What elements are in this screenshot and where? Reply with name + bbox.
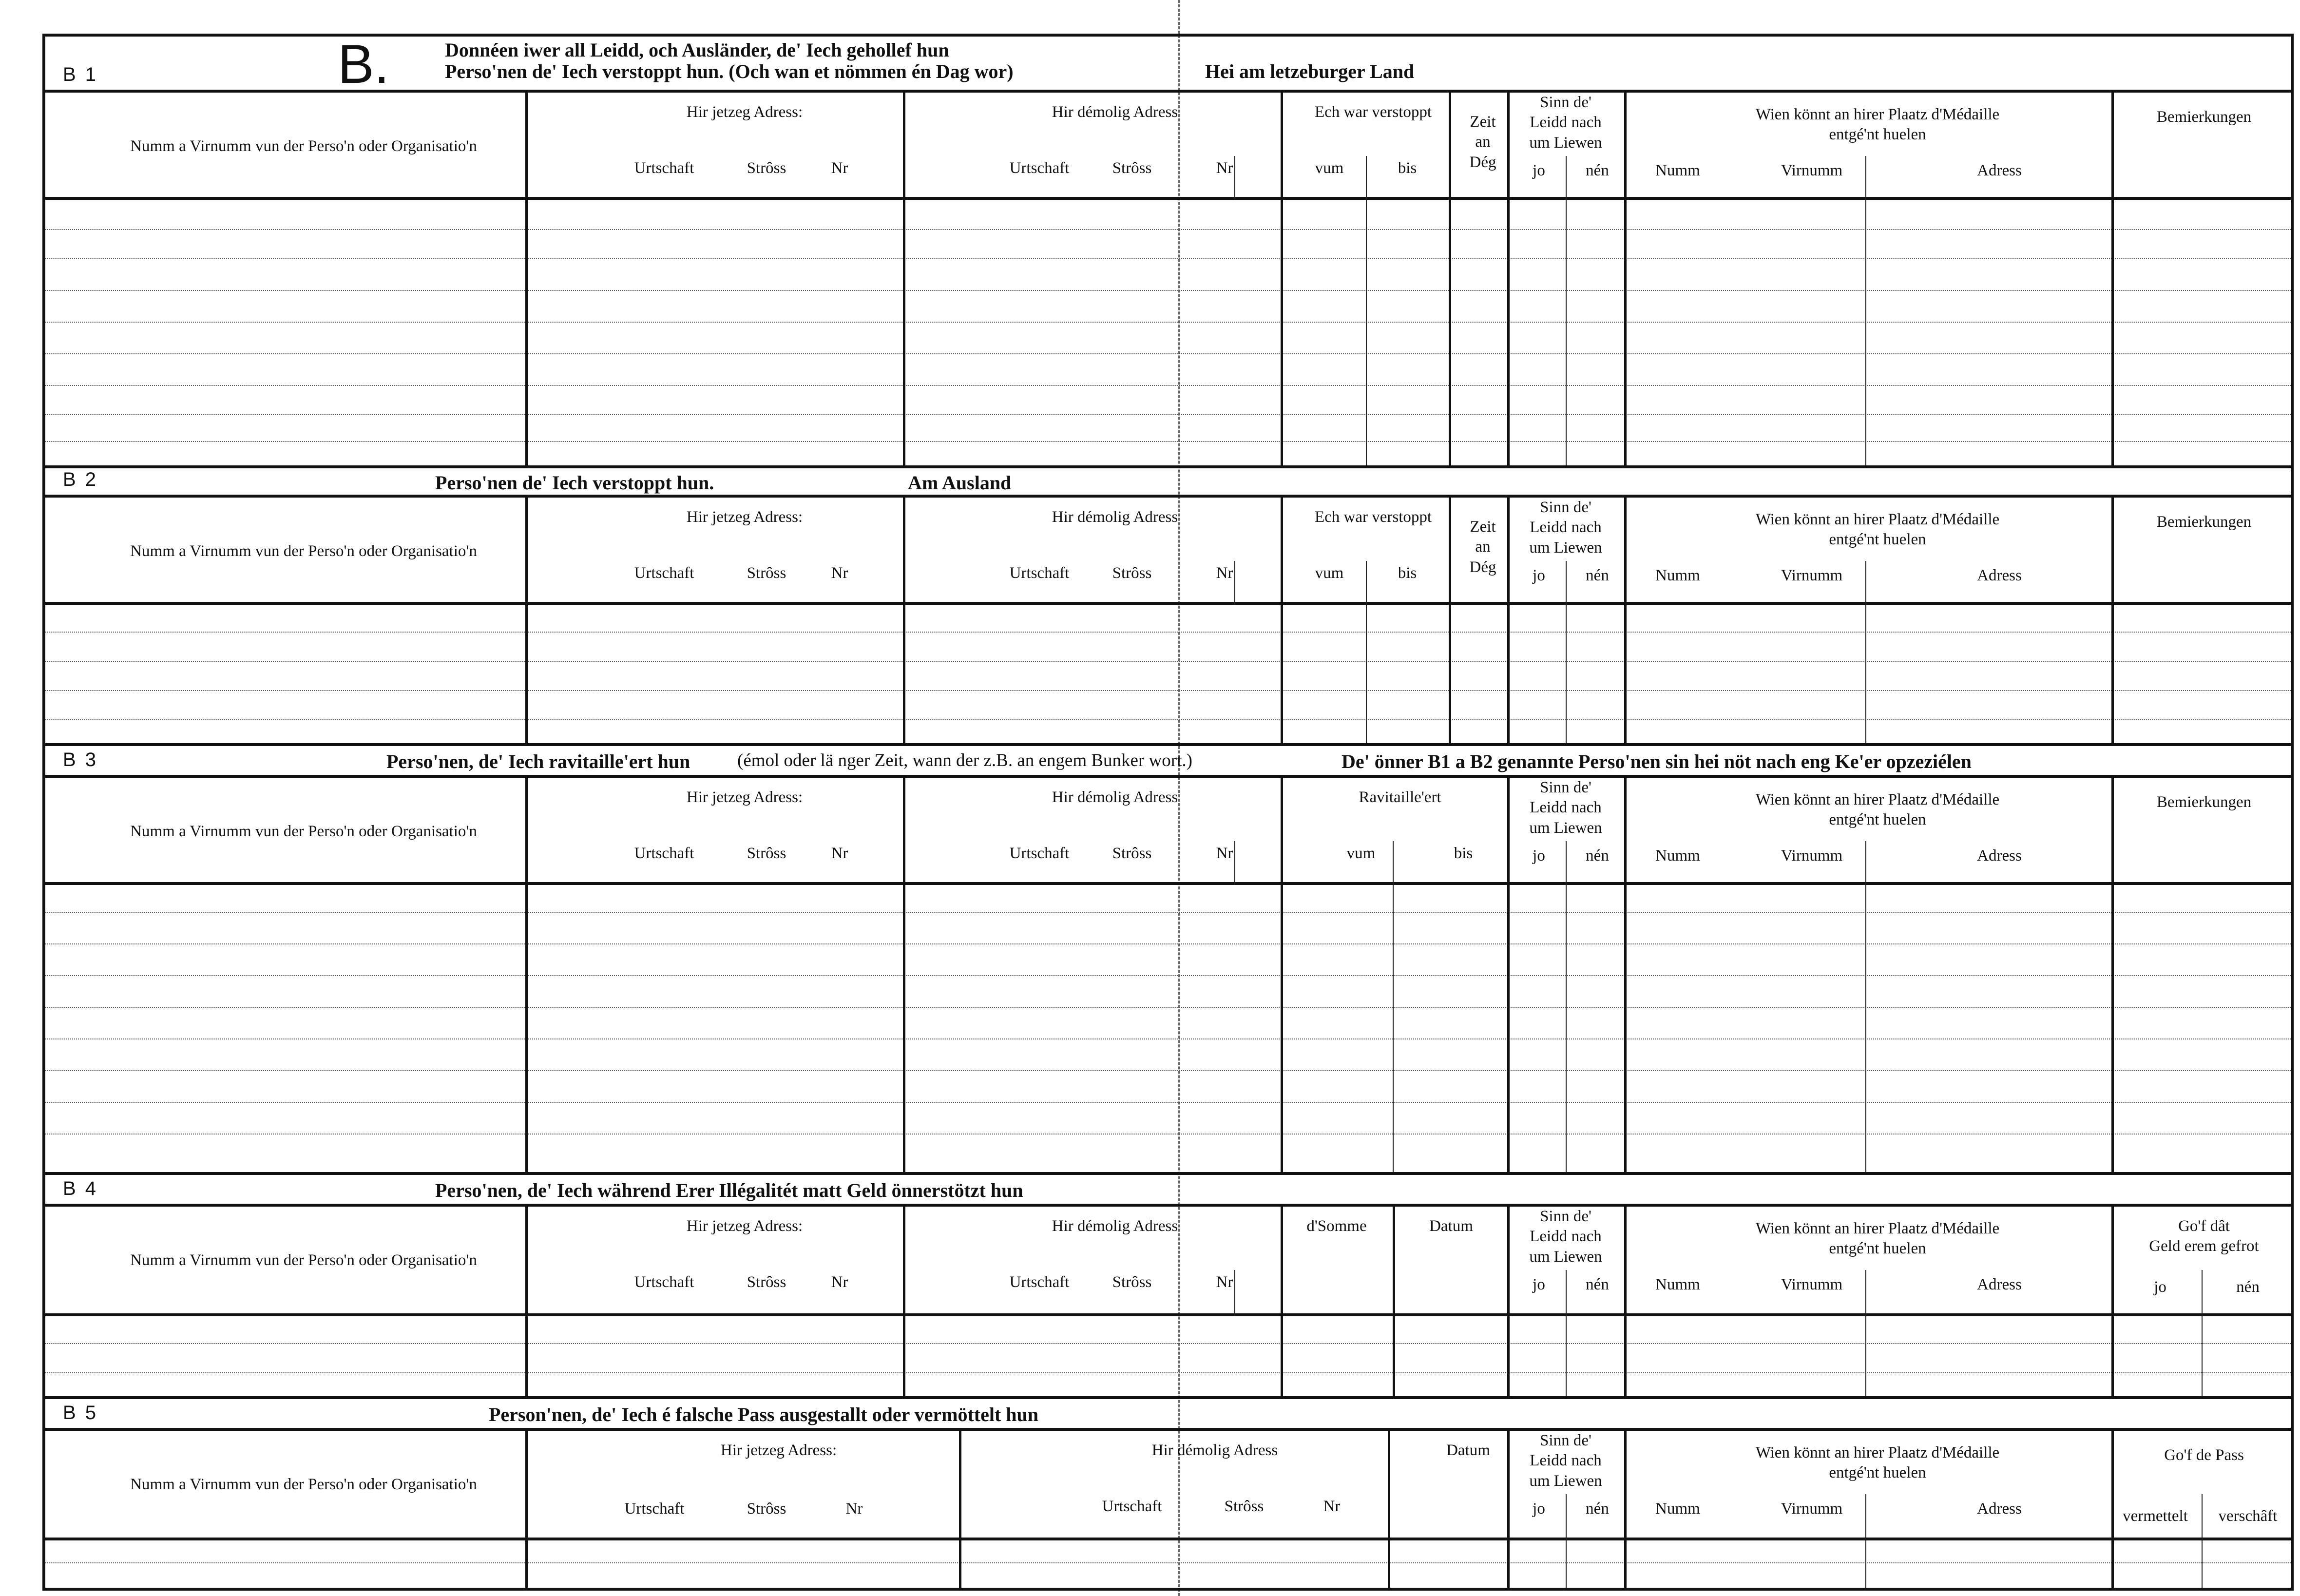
rule-line [2111,778,2114,1172]
stross-label: Strôss [747,564,786,582]
rule-line [1281,93,1283,465]
entry-line[interactable] [45,975,2291,976]
stross-label: Strôss [1112,845,1152,862]
section-b2 [45,465,2291,743]
rule-line [1507,93,1510,465]
nen-label: nén [2236,1278,2260,1296]
numm-label: Numm [1655,847,1700,865]
nen-label: nén [1586,567,1609,584]
vum-label: vum [1315,159,1344,177]
rule-line [1865,841,1866,885]
rule-line [1366,561,1367,605]
section-b1 [45,34,2291,465]
current-address-header: Hir jetzeg Adress: [686,103,803,121]
section-code: B 3 [63,749,98,770]
rule-line [1234,1270,1235,1316]
section-code: B 4 [63,1178,98,1199]
vermettelt-label: vermettelt [2123,1507,2188,1525]
stross-label: Strôss [1224,1498,1264,1515]
rule-line [1393,841,1394,885]
rule-line [2202,1540,2203,1588]
rule-line [1624,1431,1627,1588]
rule-line [1865,1270,1866,1316]
bis-label: bis [1398,159,1417,177]
rule-line [2202,1270,2203,1316]
rule-line [903,498,905,743]
nr-label: Nr [831,159,848,177]
name-column-header: Numm a Virnumm vun der Perso'n oder Organisatio'n [130,542,477,560]
entry-line[interactable] [45,290,2291,291]
urtschaft-label: Urtschaft [634,159,694,177]
rule-line [1566,1316,1567,1396]
pass-header: Go'f de Pass [2164,1446,2244,1464]
numm-label: Numm [1655,162,1700,179]
stross-label: Strôss [747,1273,786,1291]
section-b3-header [45,778,2291,885]
form-title-line2: Perso'nen de' Iech verstoppt hun. (Och wan et nömmen én Dag wor) [445,60,1014,82]
alive-header: Sinn de' Leidd nach um Liewen [1529,499,1602,557]
section-b5 [45,1396,2291,1588]
rule-line [1624,93,1627,465]
former-address-header: Hir démolig Adress [1052,508,1178,526]
remarks-header: Bemierkungen [2156,513,2252,531]
rule-line [1624,1207,1627,1396]
rule-line [1624,778,1627,1172]
urtschaft-label: Urtschaft [634,1273,694,1291]
amount-header: d'Somme [1306,1217,1367,1235]
rule-line [1865,1494,1866,1540]
urtschaft-label: Urtschaft [1102,1498,1162,1515]
section-b3 [45,743,2291,1172]
rule-line [903,778,905,1172]
hidden-period-header: Ech war verstoppt [1314,508,1432,526]
rule-line [1234,156,1235,200]
rule-line [1366,200,1367,465]
section-b3-title: Perso'nen, de' Iech ravitaille'ert hun [386,750,690,772]
nr-label: Nr [831,845,848,862]
adress-label: Adress [1977,567,2022,584]
medal-recipient-header: Wien könnt an hirer Plaatz d'Médaille entgé'nt huelen [1755,511,2000,549]
name-column-header: Numm a Virnumm vun der Perso'n oder Organisatio'n [130,137,477,155]
rule-line [1281,778,1283,1172]
virnumm-label: Virnumm [1781,1500,1843,1518]
section-b2-header [45,498,2291,605]
nr-label: Nr [1216,845,1233,862]
rule-line [1507,498,1510,743]
former-address-header: Hir démolig Adress [1052,1217,1178,1235]
section-b4 [45,1172,2291,1396]
bis-label: bis [1398,564,1417,582]
nr-label: Nr [1216,1273,1233,1291]
rule-line [1566,561,1567,605]
nen-label: nén [1586,847,1609,865]
rule-line [2111,1207,2114,1396]
entry-line[interactable] [45,414,2291,415]
form-title-line1: Donnéen iwer all Leidd, och Ausländer, de' Iech gehollef hun [445,39,949,61]
section-code: B 1 [63,64,98,85]
date-header: Datum [1446,1442,1490,1459]
rule-line [1393,1207,1395,1396]
section-b4-header [45,1207,2291,1316]
stross-label: Strôss [1112,159,1152,177]
rule-line [1566,885,1567,1172]
name-column-header: Numm a Virnumm vun der Perso'n oder Organisatio'n [130,1251,477,1269]
remarks-header: Bemierkungen [2156,108,2252,126]
rule-line [1566,1494,1567,1540]
nr-label: Nr [1323,1498,1341,1515]
section-b4-rows [45,1316,2291,1396]
adress-label: Adress [1977,1276,2022,1293]
name-column-header: Numm a Virnumm vun der Perso'n oder Organisatio'n [130,1476,477,1493]
alive-header: Sinn de' Leidd nach um Liewen [1529,1208,1602,1266]
nr-label: Nr [831,564,848,582]
entry-line[interactable] [45,912,2291,913]
current-address-header: Hir jetzeg Adress: [686,1217,803,1235]
nr-label: Nr [1216,159,1233,177]
section-code: B 2 [63,469,98,490]
section-b2-title: Perso'nen de' Iech verstoppt hun. [435,472,714,494]
entry-line[interactable] [45,353,2291,354]
rule-line [1366,156,1367,200]
supplied-period-header: Ravitaille'ert [1359,788,1441,806]
former-address-header: Hir démolig Adress [1151,1442,1278,1459]
rule-line [2111,93,2114,465]
rule-line [525,1431,528,1588]
urtschaft-label: Urtschaft [634,845,694,862]
days-header: Zeit an Dég [1469,113,1496,171]
entry-line[interactable] [45,1343,2291,1344]
alive-header: Sinn de' Leidd nach um Liewen [1529,1432,1602,1490]
alive-header: Sinn de' Leidd nach um Liewen [1529,94,1602,152]
former-address-header: Hir démolig Adress [1052,788,1178,806]
nr-label: Nr [1216,564,1233,582]
nen-label: nén [1586,1276,1609,1293]
section-b5-header [45,1431,2291,1540]
rule-line [525,498,528,743]
jo-label: jo [1533,1500,1545,1518]
numm-label: Numm [1655,1500,1700,1518]
alive-header: Sinn de' Leidd nach um Liewen [1529,779,1602,837]
section-b3-rows [45,885,2291,1172]
medal-recipient-header: Wien könnt an hirer Plaatz d'Médaille entgé'nt huelen [1755,1444,2000,1482]
numm-label: Numm [1655,1276,1700,1293]
rule-line [2111,1431,2114,1588]
rule-line [1566,605,1567,743]
section-b3-instruction: De' önner B1 a B2 genannte Perso'nen sin hei nöt nach eng Ke'er opzeziélen [1342,750,1972,772]
section-b2-rows [45,605,2291,743]
medal-recipient-header: Wien könnt an hirer Plaatz d'Médaille entgé'nt huelen [1755,791,2000,829]
rule-line [1865,561,1866,605]
rule-line [1281,498,1283,743]
nen-label: nén [1586,1500,1609,1518]
rule-line [1865,1540,1866,1588]
section-b4-title: Perso'nen, de' Iech während Erer Illégalitét matt Geld önnerstötzt hun [435,1179,1023,1201]
rule-line [525,1207,528,1396]
rule-line [1234,561,1235,605]
rule-line [1865,200,1866,465]
verschaft-label: verschâft [2218,1507,2278,1525]
rule-line [1507,1207,1510,1396]
rule-line [1234,841,1235,885]
jo-label: jo [1533,1276,1545,1293]
section-b2-subtitle: Am Ausland [908,472,1012,494]
entry-line[interactable] [45,229,2291,230]
entry-line[interactable] [45,441,2291,442]
jo-label: jo [1533,567,1545,584]
vum-label: vum [1346,845,1376,862]
current-address-header: Hir jetzeg Adress: [686,508,803,526]
medal-recipient-header: Wien könnt an hirer Plaatz d'Médaille entgé'nt huelen [1755,106,2000,144]
remarks-header: Bemierkungen [2156,793,2252,811]
money-returned-header: Go'f dât Geld erem gefrot [2149,1217,2259,1255]
rule-line [2111,498,2114,743]
rule-line [1566,200,1567,465]
entry-line[interactable] [45,258,2291,259]
rule-line [525,93,528,465]
entry-line[interactable] [45,322,2291,323]
rule-line [1507,1431,1510,1588]
rule-line [1865,605,1866,743]
virnumm-label: Virnumm [1781,162,1843,179]
adress-label: Adress [1977,1500,2022,1518]
virnumm-label: Virnumm [1781,1276,1843,1293]
adress-label: Adress [1977,162,2022,179]
stross-label: Strôss [747,1500,786,1518]
section-b1-band [45,34,2291,95]
section-b5-rows [45,1540,2291,1588]
rule-line [1865,1316,1866,1396]
section-b3-band [45,746,2291,778]
nen-label: nén [1586,162,1609,179]
stross-label: Strôss [747,159,786,177]
entry-line[interactable] [45,1562,2291,1563]
rule-line [903,1207,905,1396]
rule-line [2202,1316,2203,1396]
rule-line [1566,1270,1567,1316]
rule-line [1507,778,1510,1172]
entry-line[interactable] [45,385,2291,386]
section-b5-title: Person'nen, de' Iech é falsche Pass ausgestallt oder vermöttelt hun [489,1404,1039,1425]
entry-line[interactable] [45,943,2291,944]
current-address-header: Hir jetzeg Adress: [686,788,803,806]
form-letter: B. [338,34,389,95]
stross-label: Strôss [747,845,786,862]
vum-label: vum [1315,564,1344,582]
section-b1-rows [45,200,2291,465]
urtschaft-label: Urtschaft [624,1500,685,1518]
entry-line[interactable] [45,1038,2291,1039]
section-b5-band [45,1399,2291,1431]
form-title-line2-location: Hei am letzeburger Land [1205,60,1415,82]
days-header: Zeit an Dég [1469,518,1496,576]
rule-line [1393,885,1394,1172]
former-address-header: Hir démolig Adress [1052,103,1178,121]
section-b2-band [45,468,2291,498]
urtschaft-label: Urtschaft [1009,159,1070,177]
medal-recipient-header: Wien könnt an hirer Plaatz d'Médaille entgé'nt huelen [1755,1220,2000,1258]
registration-form [42,34,2294,1591]
rule-line [1566,156,1567,200]
urtschaft-label: Urtschaft [1009,1273,1070,1291]
section-b1-header [45,93,2291,200]
stross-label: Strôss [1112,1273,1152,1291]
hidden-period-header: Ech war verstoppt [1314,103,1432,121]
rule-line [1566,841,1567,885]
nr-label: Nr [845,1500,863,1518]
adress-label: Adress [1977,847,2022,865]
bis-label: bis [1454,845,1473,862]
rule-line [903,93,905,465]
entry-line[interactable] [45,632,2291,633]
rule-line [1865,156,1866,200]
rule-line [525,778,528,1172]
entry-line[interactable] [45,1070,2291,1071]
rule-line [1366,605,1367,743]
urtschaft-label: Urtschaft [1009,845,1070,862]
entry-line[interactable] [45,719,2291,720]
jo-label: jo [2154,1278,2166,1296]
urtschaft-label: Urtschaft [1009,564,1070,582]
rule-line [2202,1494,2203,1540]
entry-line[interactable] [45,661,2291,662]
entry-line[interactable] [45,690,2291,691]
nr-label: Nr [831,1273,848,1291]
jo-label: jo [1533,162,1545,179]
urtschaft-label: Urtschaft [634,564,694,582]
virnumm-label: Virnumm [1781,567,1843,584]
date-header: Datum [1429,1217,1473,1235]
entry-line[interactable] [45,1102,2291,1103]
entry-line[interactable] [45,1134,2291,1135]
entry-line[interactable] [45,1372,2291,1373]
jo-label: jo [1533,847,1545,865]
name-column-header: Numm a Virnumm vun der Perso'n oder Organisatio'n [130,823,477,840]
rule-line [1865,885,1866,1172]
stross-label: Strôss [1112,564,1152,582]
rule-line [1281,1207,1283,1396]
rule-line [1566,1540,1567,1588]
current-address-header: Hir jetzeg Adress: [720,1442,837,1459]
rule-line [959,1431,961,1588]
section-code: B 5 [63,1402,98,1423]
rule-line [1449,93,1451,465]
rule-line [1624,498,1627,743]
virnumm-label: Virnumm [1781,847,1843,865]
rule-line [1449,498,1451,743]
section-b3-note: (émol oder lä nger Zeit, wann der z.B. an engem Bunker wort.) [737,750,1192,770]
section-b4-band [45,1175,2291,1207]
rule-line [1388,1431,1390,1588]
entry-line[interactable] [45,1007,2291,1008]
numm-label: Numm [1655,567,1700,584]
